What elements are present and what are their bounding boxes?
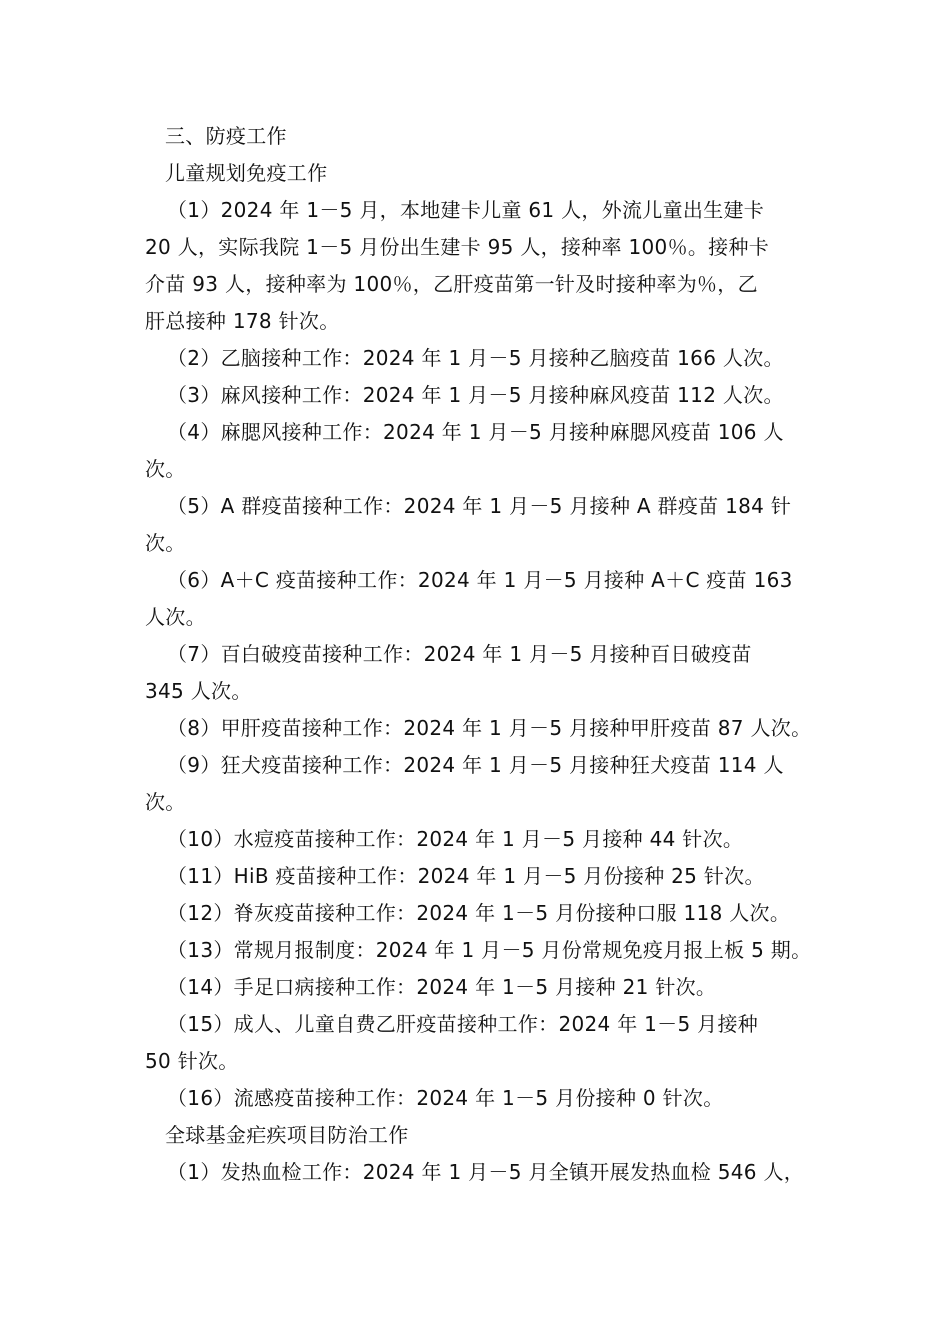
paragraph-item-5-line-2: 次。 bbox=[145, 531, 186, 555]
paragraph-item-3: （3）麻风接种工作：2024 年 1 月－5 月接种麻风疫苗 112 人次。 bbox=[167, 383, 784, 407]
paragraph-item-1-line-2: 20 人，实际我院 1－5 月份出生建卡 95 人，接种率 100％。接种卡 bbox=[145, 235, 770, 259]
paragraph-item-12: （12）脊灰疫苗接种工作：2024 年 1－5 月份接种口服 118 人次。 bbox=[167, 901, 791, 925]
paragraph-item-6-line-2: 人次。 bbox=[145, 605, 206, 629]
section-title: 三、防疫工作 bbox=[165, 124, 287, 148]
subsection-title-immunization: 儿童规划免疫工作 bbox=[165, 161, 328, 185]
paragraph-item-8: （8）甲肝疫苗接种工作：2024 年 1 月－5 月接种甲肝疫苗 87 人次。 bbox=[167, 716, 812, 740]
paragraph-item-6-line-1: （6）A＋C 疫苗接种工作：2024 年 1 月－5 月接种 A＋C 疫苗 163 bbox=[167, 568, 793, 592]
paragraph-item-13: （13）常规月报制度：2024 年 1 月－5 月份常规免疫月报上板 5 期。 bbox=[167, 938, 812, 962]
subsection-title-malaria: 全球基金疟疾项目防治工作 bbox=[165, 1123, 409, 1147]
paragraph-malaria-item-1: （1）发热血检工作：2024 年 1 月－5 月全镇开展发热血检 546 人， bbox=[167, 1160, 805, 1184]
paragraph-item-10: （10）水痘疫苗接种工作：2024 年 1 月－5 月接种 44 针次。 bbox=[167, 827, 744, 851]
document-body bbox=[145, 118, 815, 1191]
paragraph-item-15-line-2: 50 针次。 bbox=[145, 1049, 239, 1073]
paragraph-item-9-line-2: 次。 bbox=[145, 790, 186, 814]
paragraph-item-15-line-1: （15）成人、儿童自费乙肝疫苗接种工作：2024 年 1－5 月接种 bbox=[167, 1012, 759, 1036]
paragraph-item-1-line-4: 肝总接种 178 针次。 bbox=[145, 309, 340, 333]
paragraph-item-1-line-3: 介苗 93 人，接种率为 100％，乙肝疫苗第一针及时接种率为％，乙 bbox=[145, 272, 758, 296]
paragraph-item-1-line-1: （1）2024 年 1－5 月，本地建卡儿童 61 人，外流儿童出生建卡 bbox=[167, 198, 765, 222]
paragraph-item-4-line-1: （4）麻腮风接种工作：2024 年 1 月－5 月接种麻腮风疫苗 106 人 bbox=[167, 420, 784, 444]
paragraph-item-9-line-1: （9）狂犬疫苗接种工作：2024 年 1 月－5 月接种狂犬疫苗 114 人 bbox=[167, 753, 784, 777]
paragraph-item-2: （2）乙脑接种工作：2024 年 1 月－5 月接种乙脑疫苗 166 人次。 bbox=[167, 346, 784, 370]
paragraph-item-14: （14）手足口病接种工作：2024 年 1－5 月接种 21 针次。 bbox=[167, 975, 717, 999]
paragraph-item-5-line-1: （5）A 群疫苗接种工作：2024 年 1 月－5 月接种 A 群疫苗 184 针 bbox=[167, 494, 792, 518]
paragraph-item-7-line-2: 345 人次。 bbox=[145, 679, 252, 703]
paragraph-item-4-line-2: 次。 bbox=[145, 457, 186, 481]
paragraph-item-11: （11）HiB 疫苗接种工作：2024 年 1 月－5 月份接种 25 针次。 bbox=[167, 864, 765, 888]
paragraph-item-7-line-1: （7）百白破疫苗接种工作：2024 年 1 月－5 月接种百日破疫苗 bbox=[167, 642, 752, 666]
paragraph-item-16: （16）流感疫苗接种工作：2024 年 1－5 月份接种 0 针次。 bbox=[167, 1086, 724, 1110]
